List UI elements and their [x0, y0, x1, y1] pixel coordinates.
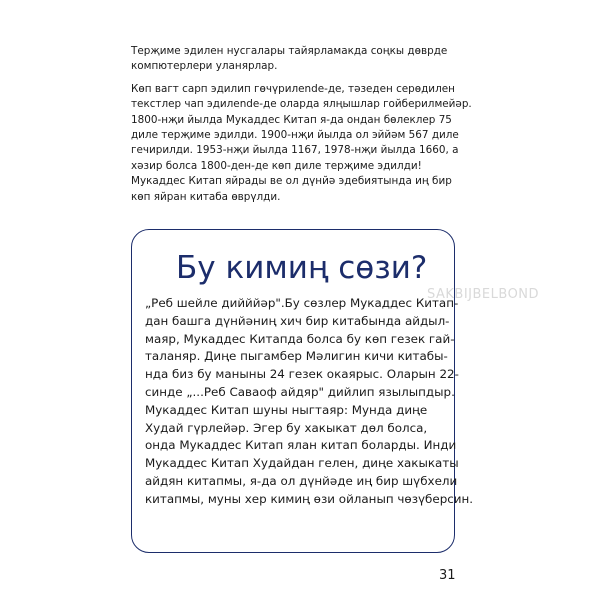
box-line: Худай гүрлейәр. Эгер бу хакыкат дөл болса, [145, 420, 428, 435]
box-line: китапмы, муны хер кимиң өзи ойланып чөзүберсин. [145, 491, 474, 506]
box-line: дан башга дүнйәниң хич бир китабында айдыл- [145, 313, 450, 328]
box-title: Бу кимиң сөзи? [176, 250, 428, 286]
box-line: Мукаддес Китап Худайдан гелен, диңе хакыкаты [145, 456, 459, 471]
intro-paragraph-1: Терҗиме эдилен нусгалары тайярламакда соңкы дөврде компютерлери уланярлар. [131, 45, 448, 73]
watermark: SAKBIJBELBOND [427, 287, 540, 302]
box-line: онда Мукаддес Китап ялан китап боларды. Инди [145, 438, 457, 453]
box-body [145, 295, 474, 509]
box-line: „Реб шейле дийййәр".Бу сөзлер Мукаддес Китап- [145, 296, 459, 310]
box-line: айдян китапмы, я-да ол дүнйәде иң бир шүбхели [145, 473, 458, 488]
box-line: нда биз бу маныны 24 гезек окаярыс. Оларын 22- [145, 367, 459, 382]
intro-text [131, 44, 473, 212]
page-number: 31 [439, 568, 456, 583]
box-line: маяр, Мукаддес Китапда болса бу көп гезек гай- [145, 331, 455, 346]
box-line: таланяр. Диңе пыгамбер Мәлигин кичи китабы- [145, 349, 448, 364]
intro-paragraph-2: Көп вагт сарп эдилип гөчүрилende-де, тәзеден серөдилен текстлер чап эдилende-де оларда ялңышлар гойберилмейәр. 1800-нҗи йылда Мукаддес Китап я-да ондан бөлеклер 75 диле терҗиме эдилди. 1900-нҗи йылда ол эййәм 567 диле гечирилди. 1953-нҗи йылда 1167, 1978-нҗи йылда 1660, а хәзир болса 1800-ден-де көп диле терҗиме эдилди! Мукаддес Китап яйрады ве ол дүнйә эдебиятында иң бир көп яйран китаба өврүлди. [131, 82, 472, 203]
box-line: Мукаддес Китап шуны ныгтаяр: Мунда диңе [145, 402, 428, 417]
box-line: синде „...Реб Саваоф айдяр" дийлип язылыпдыр. [145, 384, 455, 399]
